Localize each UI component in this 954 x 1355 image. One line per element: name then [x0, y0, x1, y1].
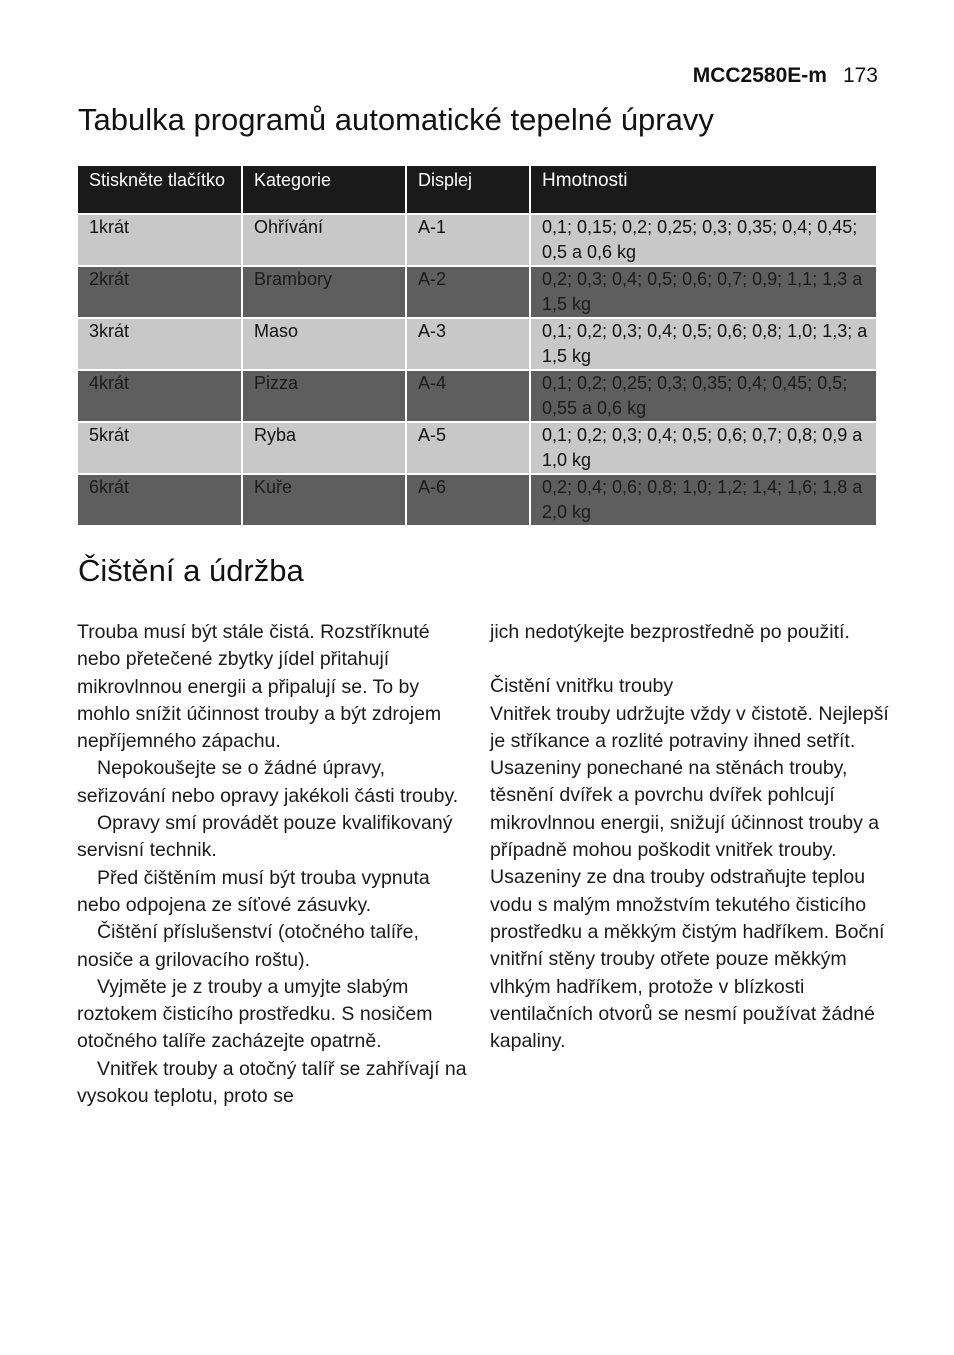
paragraph: Před čištěním musí být trouba vypnuta nebo odpojena ze síťové zásuvky. [77, 866, 430, 916]
paragraph: Vnitřek trouby a otočný talíř se zahřívají na vysokou teplotu, proto se [77, 1057, 467, 1108]
table-row [78, 370, 876, 422]
table-header-row [78, 166, 876, 214]
cell-weights: 0,2; 0,4; 0,6; 0,8; 1,0; 1,2; 1,4; 1,6; 1,8 a 2,0 kg [530, 474, 876, 526]
cell-press: 4krát [78, 370, 242, 422]
cell-category: Kuře [242, 474, 406, 526]
cell-weights: 0,2; 0,3; 0,4; 0,5; 0,6; 0,7; 0,9; 1,1; 1,3 a 1,5 kg [530, 266, 876, 318]
paragraph: Nepokoušejte se o žádné úpravy, seřizování nebo opravy jakékoli části trouby. [77, 757, 459, 807]
programs-table [78, 166, 876, 527]
body-column-right [490, 619, 890, 1055]
section-title-cleaning: Čištění a údržba [78, 553, 304, 588]
cell-weights: 0,1; 0,2; 0,3; 0,4; 0,5; 0,6; 0,7; 0,8; 0,9 a 1,0 kg [530, 422, 876, 474]
paragraph: Vyjměte je z trouby a umyjte slabým roztokem čisticího prostředku. S nosičem otočného talíře zacházejte opatrně. [77, 975, 433, 1053]
paragraph-continuation: jich nedotýkejte bezprostředně po použití. [490, 621, 850, 643]
cell-display: A-4 [406, 370, 530, 422]
cell-display: A-5 [406, 422, 530, 474]
cell-press: 5krát [78, 422, 242, 474]
column-header-display: Displej [406, 166, 530, 214]
table-row [78, 214, 876, 266]
cell-category: Pizza [242, 370, 406, 422]
cell-weights: 0,1; 0,15; 0,2; 0,25; 0,3; 0,35; 0,4; 0,45; 0,5 a 0,6 kg [530, 214, 876, 266]
cell-press: 1krát [78, 214, 242, 266]
cell-category: Maso [242, 318, 406, 370]
cell-display: A-6 [406, 474, 530, 526]
cell-display: A-2 [406, 266, 530, 318]
page-number: 173 [842, 64, 878, 87]
body-column-left [77, 619, 469, 1110]
section-title-programs: Tabulka programů automatické tepelné úpravy [78, 102, 714, 137]
cell-display: A-1 [406, 214, 530, 266]
table-row [78, 474, 876, 526]
column-header-weights: Hmotnosti [530, 166, 876, 214]
paragraph: Vnitřek trouby udržujte vždy v čistotě. Nejlepší je stříkance a rozlité potraviny ihned setřít. Usazeniny ponechané na stěnách trouby, těsnění dvířek a povrchu dvířek pohlcují mikrovlnnou energii, snižují účinnost trouby a případně mohou poškodit vnitřek trouby. Usazeniny ze dna trouby odstraňujte teplou vodu s malým množstvím tekutého čisticího prostředku a měkkým čistým hadříkem. Boční vnitřní stěny trouby otřete pouze měkkým vlhkým hadříkem, protože v blízkosti ventilačních otvorů se nesmí používat žádné kapaliny. [490, 702, 889, 1053]
page-header [693, 64, 878, 88]
paragraph: Trouba musí být stále čistá. Rozstříknuté nebo přetečené zbytky jídel přitahují mikrovlnnou energii a připalují se. To by mohlo snížit účinnost trouby a být zdrojem nepříjemného zápachu. [77, 621, 442, 753]
column-header-press: Stiskněte tlačítko [78, 166, 242, 214]
cell-category: Ryba [242, 422, 406, 474]
cell-press: 2krát [78, 266, 242, 318]
column-header-category: Kategorie [242, 166, 406, 214]
cell-press: 6krát [78, 474, 242, 526]
table-row [78, 422, 876, 474]
table-row [78, 318, 876, 370]
cell-display: A-3 [406, 318, 530, 370]
cell-category: Brambory [242, 266, 406, 318]
cell-weights: 0,1; 0,2; 0,25; 0,3; 0,35; 0,4; 0,45; 0,5; 0,55 a 0,6 kg [530, 370, 876, 422]
cell-weights: 0,1; 0,2; 0,3; 0,4; 0,5; 0,6; 0,8; 1,0; 1,3; a 1,5 kg [530, 318, 876, 370]
table-row [78, 266, 876, 318]
cell-category: Ohřívání [242, 214, 406, 266]
cell-press: 3krát [78, 318, 242, 370]
model-number: MCC2580E-m [692, 64, 827, 87]
paragraph: Opravy smí provádět pouze kvalifikovaný servisní technik. [77, 812, 453, 862]
paragraph: Čištění příslušenství (otočného talíře, nosiče a grilovacího roštu). [77, 921, 419, 971]
subheading-interior-cleaning: Čistění vnitřku trouby [490, 675, 674, 698]
